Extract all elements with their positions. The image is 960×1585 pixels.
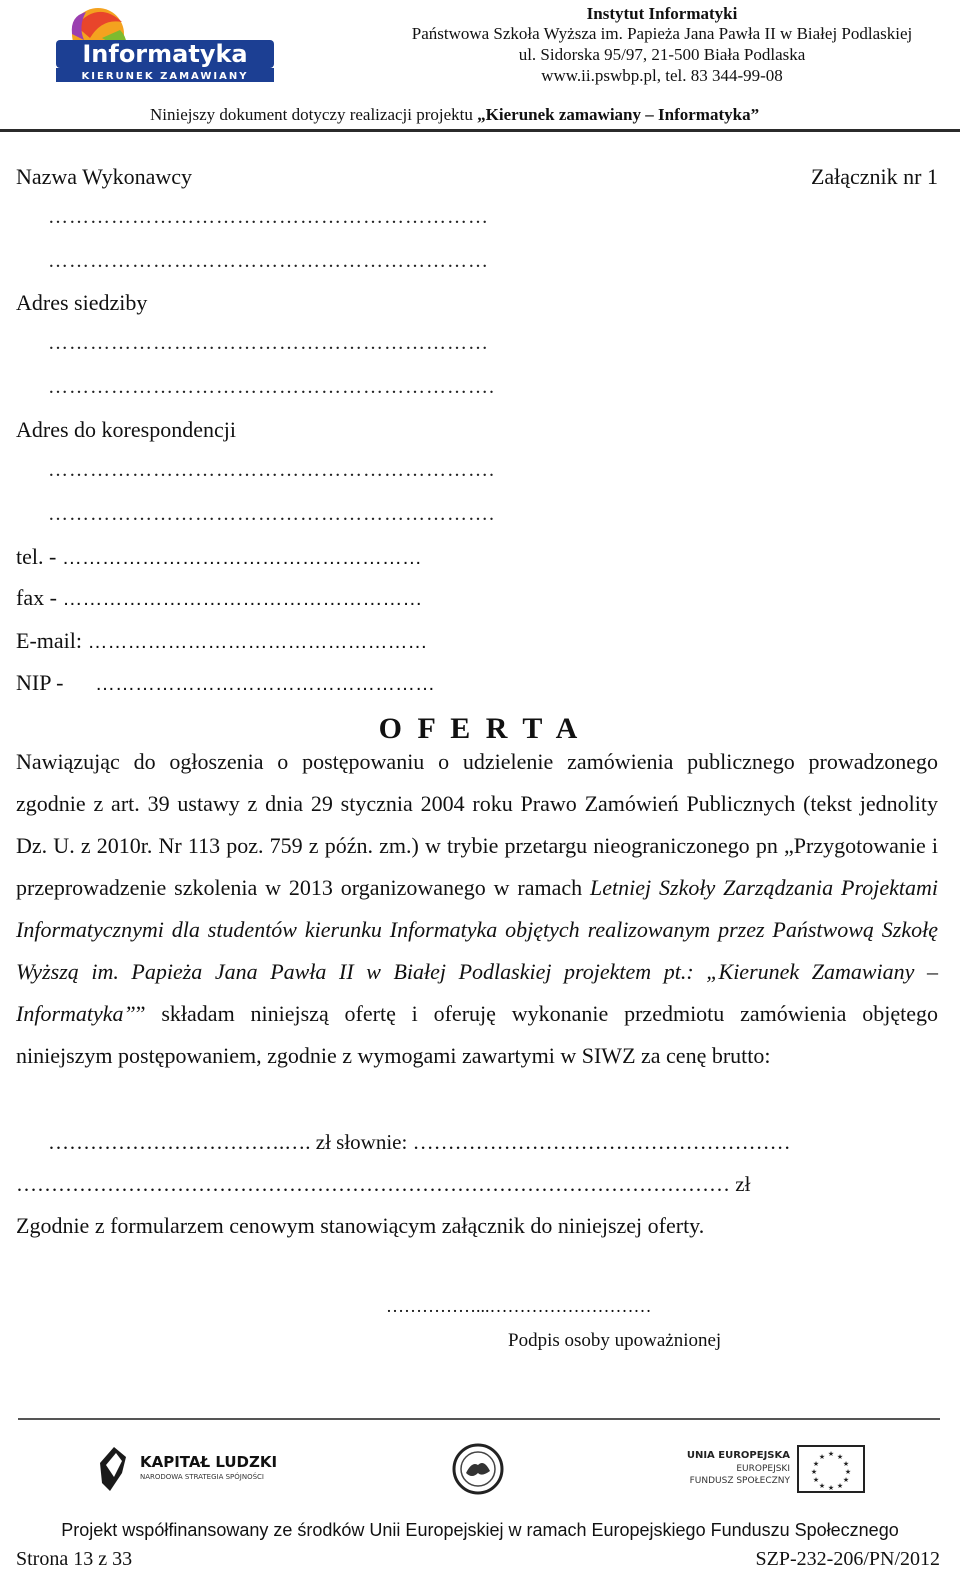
eu-line-1: UNIA EUROPEJSKA <box>686 1450 790 1461</box>
attachment-label: Załącznik nr 1 <box>810 164 938 189</box>
svg-text:★: ★ <box>844 1468 852 1476</box>
institute-web-phone: www.ii.pswbp.pl, tel. 83 344-99-08 <box>541 66 783 85</box>
tel-row <box>16 543 422 572</box>
svg-text:★: ★ <box>842 1476 850 1484</box>
svg-text:★: ★ <box>842 1460 850 1468</box>
contractor-name-line-1[interactable]: ……………………………………………………… <box>48 206 489 228</box>
footer-cofinancing-note: Projekt współfinansowany ze środków Unii Europejskiej w ramach Europejskiego Funduszu Społecznego <box>61 1520 899 1540</box>
offer-title: O F E R T A <box>378 712 582 745</box>
seat-address-line-2[interactable]: ………………………………………………………. <box>48 376 495 398</box>
informatyka-logo <box>56 4 274 100</box>
school-name: Państwowa Szkoła Wyższa im. Papieża Jana Pawła II w Białej Podlaskiej <box>411 24 913 43</box>
page-number: Strona 13 z 33 <box>16 1548 133 1570</box>
price-line[interactable]: …………………………….…. zł słownie: ……………………………………………… <box>48 1130 791 1154</box>
footer-divider <box>18 1418 940 1420</box>
seat-address-label: Adres siedziby <box>16 290 148 315</box>
emblem-seal-icon <box>452 1443 504 1500</box>
eu-line-3: FUNDUSZ SPOŁECZNY <box>689 1476 790 1486</box>
fax-label: fax - <box>16 585 63 610</box>
svg-text:★: ★ <box>836 1482 844 1490</box>
nip-label: NIP - <box>16 670 69 695</box>
email-field[interactable]: …………………………………………… <box>87 631 428 653</box>
logo-text: Informatyka <box>82 40 248 68</box>
institute-name: Instytut Informatyki <box>586 4 738 23</box>
fax-row <box>16 584 422 613</box>
project-note: Niniejszy dokument dotyczy realizacji projektu „Kierunek zamawiany – Informatyka” <box>150 105 760 124</box>
svg-text:★: ★ <box>812 1476 820 1484</box>
seat-address-line-1[interactable]: ……………………………………………………… <box>48 332 489 354</box>
fax-field[interactable]: ……………………………………………… <box>62 588 423 610</box>
svg-text:★: ★ <box>812 1460 820 1468</box>
svg-text:★: ★ <box>810 1468 818 1476</box>
price-in-words-line[interactable]: ………………………………………………………………………………………… zł <box>16 1172 751 1196</box>
svg-text:★: ★ <box>827 1484 835 1492</box>
offer-paragraph <box>16 741 938 1077</box>
svg-text:★: ★ <box>818 1453 826 1461</box>
contractor-name-label: Nazwa Wykonawcy <box>16 164 193 189</box>
closing-sentence: Zgodnie z formularzem cenowym stanowiącym załącznik do niniejszej oferty. <box>16 1213 705 1238</box>
signature-label: Podpis osoby upoważnionej <box>508 1330 722 1351</box>
eu-social-fund-logo <box>686 1446 878 1501</box>
svg-text:★: ★ <box>836 1453 844 1461</box>
signature-line[interactable]: ……………...……………………… <box>386 1296 652 1316</box>
tel-label: tel. - <box>16 544 62 569</box>
svg-text:★: ★ <box>827 1450 835 1458</box>
email-row <box>16 627 427 656</box>
correspondence-address-line-2[interactable]: ………………………………………………………. <box>48 503 495 525</box>
project-note-name: „Kierunek zamawiany – Informatyka” <box>477 105 760 124</box>
logo-subtext: KIERUNEK ZAMAWIANY <box>81 71 249 82</box>
nip-row <box>16 669 435 698</box>
kapital-ludzki-logo <box>96 1443 276 1500</box>
email-label: E-mail: <box>16 628 88 653</box>
contractor-name-line-2[interactable]: ……………………………………………………… <box>48 250 489 272</box>
eu-line-2: EUROPEJSKI <box>736 1464 790 1474</box>
kapital-title: KAPITAŁ LUDZKI <box>140 1453 278 1471</box>
institute-address: ul. Sidorska 95/97, 21-500 Biała Podlaska <box>518 45 806 64</box>
offer-text-intro: Nawiązując do ogłoszenia o postępowaniu o udzielenie zamówienia publicznego prowadzonego zgodnie z art. 39 ustawy z dnia 29 stycznia 2004 roku Prawo Zamówień Publicznych (tekst jednolity Dz. U. z 2010r. Nr 113 poz. 759 z późn. zm.) w trybie przetargu nieograniczonego pn „Przygotowanie i przeprowadzenie szkolenia w 2013 organizowanego w ramach <box>16 749 938 900</box>
document-code: SZP-232-206/PN/2012 <box>755 1548 940 1570</box>
offer-text-closing: ” składam niniejszą ofertę i oferuję wykonanie przedmiotu zamówienia objętego niniejszym postępowaniem, zgodnie z wymogami zawartymi w SIWZ za cenę brutto: <box>16 1001 938 1068</box>
nip-field[interactable]: …………………………………………… <box>94 673 435 695</box>
correspondence-address-line-1[interactable]: ………………………………………………………. <box>48 459 495 481</box>
kapital-subtitle: NARODOWA STRATEGIA SPÓJNOŚCI <box>140 1473 264 1481</box>
header-divider <box>0 129 960 132</box>
correspondence-address-label: Adres do korespondencji <box>16 417 236 442</box>
svg-text:★: ★ <box>818 1482 826 1490</box>
tel-field[interactable]: ……………………………………………… <box>61 547 422 569</box>
offer-text-italic: Letniej Szkoły Zarządzania Projektami Informatycznymi dla studentów kierunku Informatyka objętych realizowanym przez Państwową Szkołę Wyższą im. Papieża Jana Pawła II w Białej Podlaskiej projektem pt.: „Kierunek Zamawiany – Informatyka” <box>16 875 938 1026</box>
